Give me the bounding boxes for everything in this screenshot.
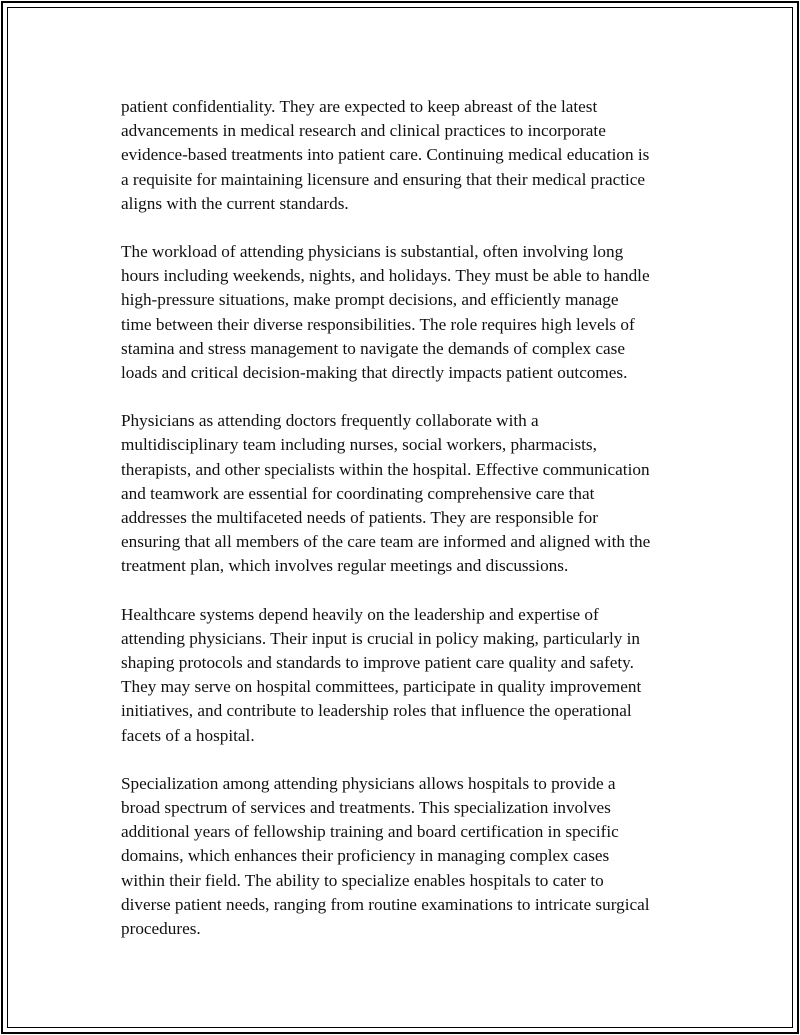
text-line: Specialization among attending physicians allows hospitals to provide a bbox=[121, 773, 616, 793]
text-line: They may serve on hospital committees, participate in quality improvement bbox=[121, 677, 642, 697]
text-line: procedures. bbox=[121, 919, 201, 939]
text-line: loads and critical decision-making that directly impacts patient outcomes. bbox=[121, 363, 628, 383]
paragraph-2 bbox=[121, 240, 693, 385]
text-line: patient confidentiality. They are expected to keep abreast of the latest bbox=[121, 97, 598, 116]
text-line: broad spectrum of services and treatments. This specialization involves bbox=[121, 798, 611, 818]
paragraph-5 bbox=[121, 772, 693, 941]
text-line: and teamwork are essential for coordinating comprehensive care that bbox=[121, 483, 595, 503]
text-line: diverse patient needs, ranging from routine examinations to intricate surgical bbox=[121, 894, 650, 914]
paragraph-3 bbox=[121, 409, 693, 578]
text-line: addresses the multifaceted needs of patients. They are responsible for bbox=[121, 508, 598, 528]
text-line: hours including weekends, nights, and holidays. They must be able to handle bbox=[121, 266, 650, 286]
document-page bbox=[1, 1, 799, 1034]
text-line: The workload of attending physicians is substantial, often involving long bbox=[121, 242, 624, 262]
text-line: multidisciplinary team including nurses, social workers, pharmacists, bbox=[121, 435, 597, 455]
text-line: attending physicians. Their input is crucial in policy making, particularly in bbox=[121, 628, 641, 648]
text-line: treatment plan, which involves regular meetings and discussions. bbox=[121, 556, 569, 576]
paragraph-1 bbox=[121, 95, 693, 216]
text-line: Healthcare systems depend heavily on the leadership and expertise of bbox=[121, 604, 599, 624]
text-line: domains, which enhances their proficiency in managing complex cases bbox=[121, 846, 610, 866]
text-line: Physicians as attending doctors frequently collaborate with a bbox=[121, 411, 539, 431]
text-line: time between their diverse responsibilities. The role requires high levels of bbox=[121, 314, 635, 334]
text-line: therapists, and other specialists within the hospital. Effective communication bbox=[121, 459, 650, 479]
text-line: within their field. The ability to specialize enables hospitals to cater to bbox=[121, 870, 604, 890]
paragraph-4 bbox=[121, 603, 693, 748]
text-line: shaping protocols and standards to improve patient care quality and safety. bbox=[121, 653, 634, 673]
text-line: high-pressure situations, make prompt decisions, and efficiently manage bbox=[121, 290, 619, 310]
document-body bbox=[121, 95, 693, 965]
text-line: additional years of fellowship training and board certification in specific bbox=[121, 822, 619, 842]
text-line: evidence-based treatments into patient care. Continuing medical education is bbox=[121, 145, 650, 165]
text-line: advancements in medical research and clinical practices to incorporate bbox=[121, 121, 606, 141]
text-line: ensuring that all members of the care team are informed and aligned with the bbox=[121, 532, 651, 552]
text-line: stamina and stress management to navigate the demands of complex case bbox=[121, 338, 626, 358]
text-line: facets of a hospital. bbox=[121, 725, 255, 745]
text-line: a requisite for maintaining licensure and ensuring that their medical practice bbox=[121, 169, 646, 189]
text-line: aligns with the current standards. bbox=[121, 193, 349, 213]
text-line: initiatives, and contribute to leadership roles that influence the operational bbox=[121, 701, 632, 721]
